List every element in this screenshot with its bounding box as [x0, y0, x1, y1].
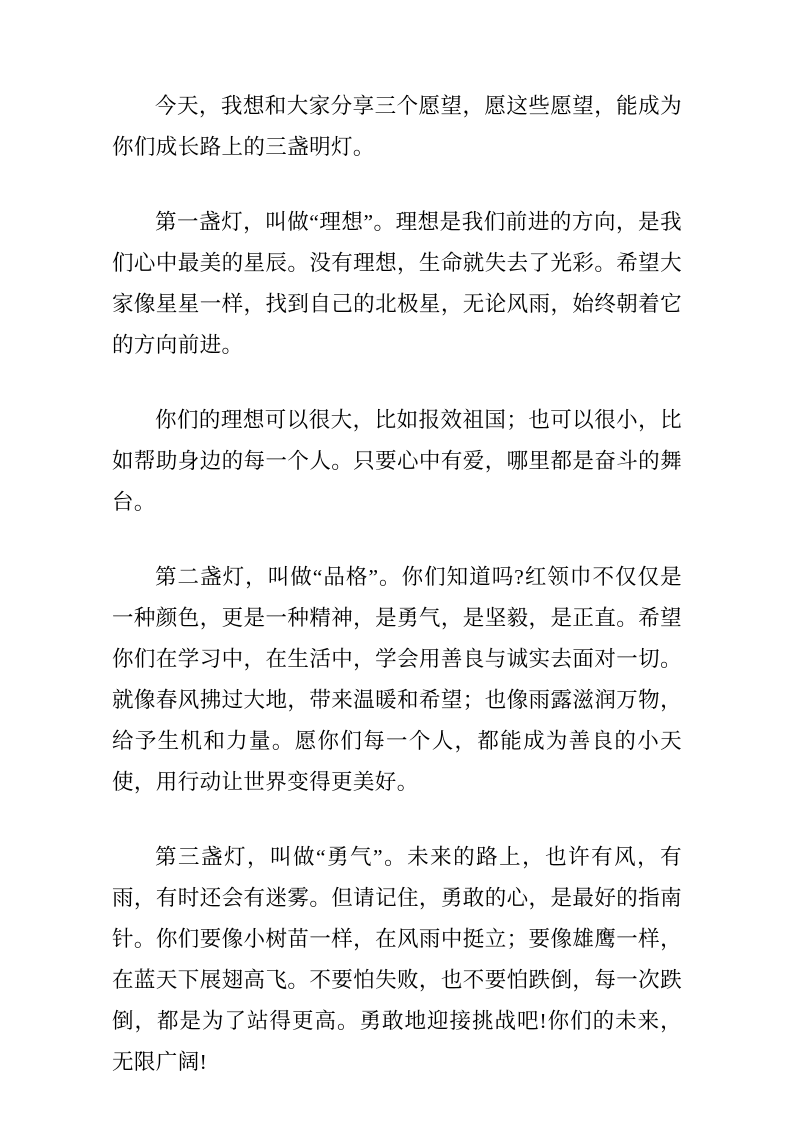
paragraph: 今天，我想和大家分享三个愿望，愿这些愿望，能成为你们成长路上的三盏明灯。 [112, 94, 682, 159]
paragraph: 第二盏灯，叫做“品格”。你们知道吗?红领巾不仅仅是一种颜色，更是一种精神，是勇气，是坚毅，是正直。希望你们在学习中，在生活中，学会用善良与诚实去面对一切。就像春风拂过大地，带来温暖和希望；也像雨露滋润万物，给予生机和力量。愿你们每一个人，都能成为善良的小天使，用行动让世界变得更美好。 [112, 565, 682, 794]
paragraph: 你们的理想可以很大，比如报效祖国；也可以很小，比如帮助身边的每一个人。只要心中有爱，哪里都是奋斗的舞台。 [112, 408, 682, 514]
document-body [112, 86, 682, 1083]
paragraph: 第三盏灯，叫做“勇气”。未来的路上，也许有风，有雨，有时还会有迷雾。但请记住，勇敢的心，是最好的指南针。你们要像小树苗一样，在风雨中挺立；要像雄鹰一样，在蓝天下展翅高飞。不要怕失败，也不要怕跌倒，每一次跌倒，都是为了站得更高。勇敢地迎接挑战吧!你们的未来，无限广阔! [112, 845, 682, 1074]
paragraph: 第一盏灯，叫做“理想”。理想是我们前进的方向，是我们心中最美的星辰。没有理想，生命就失去了光彩。希望大家像星星一样，找到自己的北极星，无论风雨，始终朝着它的方向前进。 [112, 210, 682, 357]
